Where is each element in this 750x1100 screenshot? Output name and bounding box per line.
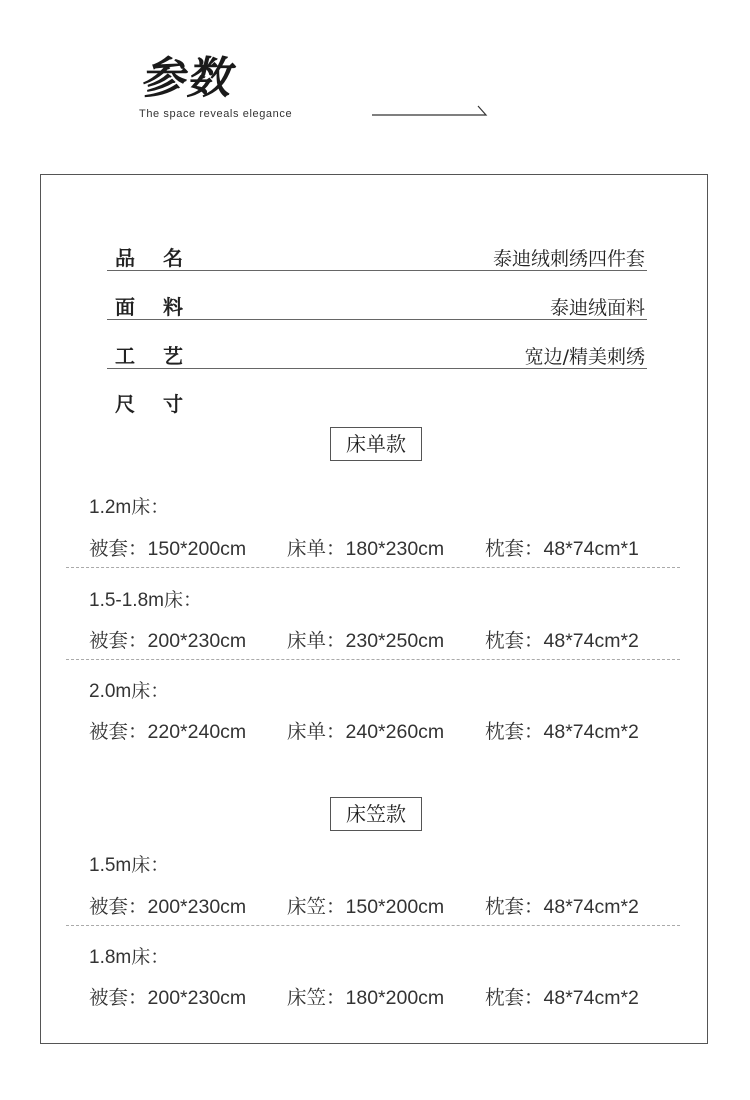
spec-row-size xyxy=(107,388,647,416)
sheet-size: 床单：240*260cm xyxy=(287,721,445,743)
size-name: 2.0m床： xyxy=(89,681,170,702)
page-subtitle: The space reveals elegance xyxy=(139,108,293,120)
spec-value: 宽边/精美刺绣 xyxy=(524,346,645,368)
size-name: 1.2m床： xyxy=(89,497,170,518)
pillowcase-size: 枕套：48*74cm*2 xyxy=(485,987,639,1009)
fitted-sheet-size: 床笠：180*200cm xyxy=(287,987,445,1009)
spec-label: 尺寸 xyxy=(115,392,211,416)
divider xyxy=(66,925,680,926)
spec-row-name xyxy=(107,242,647,271)
duvet-size: 被套：150*200cm xyxy=(89,538,247,560)
arrow-right-icon xyxy=(372,104,488,118)
section-title: 床单款 xyxy=(330,427,422,461)
spec-value: 泰迪绒刺绣四件套 xyxy=(492,248,645,270)
size-name: 1.8m床： xyxy=(89,947,170,968)
spec-label: 工艺 xyxy=(115,344,211,368)
duvet-size: 被套：220*240cm xyxy=(89,721,247,743)
pillowcase-size: 枕套：48*74cm*2 xyxy=(485,896,639,918)
spec-row-craft xyxy=(107,340,647,369)
section-title: 床笠款 xyxy=(330,797,422,831)
page-title: 参数 xyxy=(140,53,232,104)
duvet-size: 被套：200*230cm xyxy=(89,630,247,652)
spec-value: 泰迪绒面料 xyxy=(549,297,645,319)
fitted-sheet-size: 床笠：150*200cm xyxy=(287,896,445,918)
divider xyxy=(66,659,680,660)
pillowcase-size: 枕套：48*74cm*2 xyxy=(485,630,639,652)
duvet-size: 被套：200*230cm xyxy=(89,987,247,1009)
pillowcase-size: 枕套：48*74cm*2 xyxy=(485,721,639,743)
spec-label: 面料 xyxy=(115,295,211,319)
spec-label: 品名 xyxy=(115,246,211,270)
pillowcase-size: 枕套：48*74cm*1 xyxy=(485,538,639,560)
spec-row-fabric xyxy=(107,291,647,320)
size-name: 1.5m床： xyxy=(89,855,170,876)
duvet-size: 被套：200*230cm xyxy=(89,896,247,918)
sheet-size: 床单：180*230cm xyxy=(287,538,445,560)
divider xyxy=(66,567,680,568)
size-name: 1.5-1.8m床： xyxy=(89,590,202,611)
sheet-size: 床单：230*250cm xyxy=(287,630,445,652)
